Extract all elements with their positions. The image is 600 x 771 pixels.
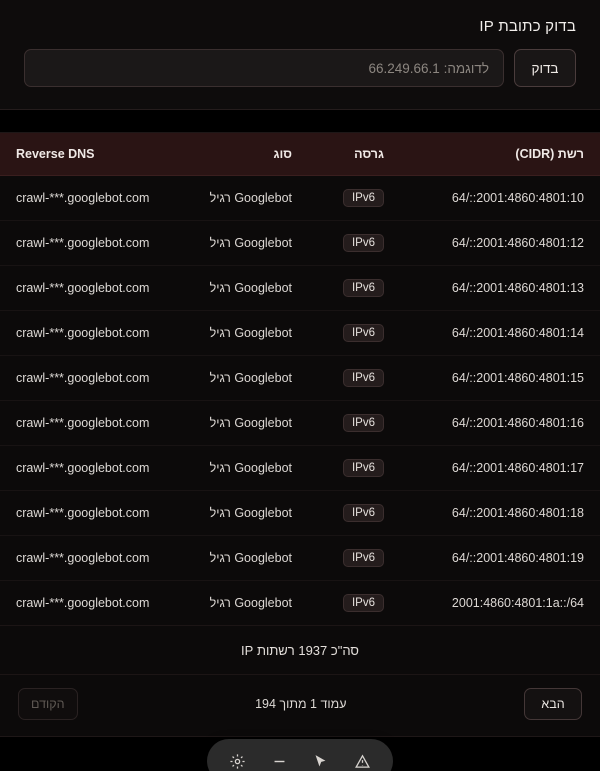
column-header-type[interactable]: סוג	[168, 133, 308, 176]
version-badge: IPv6	[343, 594, 384, 612]
ip-lookup-card	[0, 0, 600, 110]
table-row[interactable]	[0, 311, 600, 356]
cell-rdns: crawl-***.googlebot.com	[0, 266, 168, 311]
settings-icon[interactable]	[225, 748, 251, 771]
version-badge: IPv6	[343, 234, 384, 252]
cell-rdns: crawl-***.googlebot.com	[0, 311, 168, 356]
table-row[interactable]	[0, 221, 600, 266]
cell-version	[308, 446, 400, 491]
cell-type: Googlebot רגיל	[168, 311, 308, 356]
cell-type: Googlebot רגיל	[168, 491, 308, 536]
cell-network: 2001:4860:4801:15::/64	[400, 356, 600, 401]
cell-rdns: crawl-***.googlebot.com	[0, 401, 168, 446]
table-row[interactable]	[0, 356, 600, 401]
pagination-bar	[0, 674, 600, 736]
cell-network: 2001:4860:4801:10::/64	[400, 176, 600, 221]
version-badge: IPv6	[343, 369, 384, 387]
table-row[interactable]	[0, 446, 600, 491]
cell-rdns: crawl-***.googlebot.com	[0, 356, 168, 401]
version-badge: IPv6	[343, 459, 384, 477]
cell-type: Googlebot רגיל	[168, 446, 308, 491]
version-badge: IPv6	[343, 324, 384, 342]
prev-page-button[interactable]: הקודם	[18, 688, 78, 720]
cell-rdns: crawl-***.googlebot.com	[0, 491, 168, 536]
cell-network: 2001:4860:4801:19::/64	[400, 536, 600, 581]
table-row[interactable]	[0, 266, 600, 311]
cell-network: 2001:4860:4801:1a::/64	[451, 596, 584, 610]
next-page-button[interactable]: הבא	[524, 688, 582, 720]
table-row[interactable]	[0, 491, 600, 536]
cell-version	[308, 536, 400, 581]
table-body	[0, 176, 600, 626]
total-count-label: סה"כ 1937 רשתות IP	[0, 625, 600, 674]
minimize-icon[interactable]	[266, 748, 292, 771]
column-header-version[interactable]: גרסה	[308, 133, 400, 176]
cursor-icon[interactable]	[308, 748, 334, 771]
search-row	[24, 49, 576, 87]
cell-type: Googlebot רגיל	[209, 596, 292, 610]
cell-type: Googlebot רגיל	[168, 266, 308, 311]
cell-rdns: crawl-***.googlebot.com	[16, 596, 150, 610]
table-header-row	[0, 133, 600, 176]
page-indicator: עמוד 1 מתוך 194	[255, 697, 347, 711]
version-badge: IPv6	[343, 189, 384, 207]
floating-toolbar[interactable]	[207, 739, 393, 771]
cell-version	[308, 311, 400, 356]
section-gap	[0, 110, 600, 132]
cell-version	[308, 221, 400, 266]
cell-version	[308, 266, 400, 311]
cell-rdns: crawl-***.googlebot.com	[0, 176, 168, 221]
cell-type: Googlebot רגיל	[168, 536, 308, 581]
cell-network: 2001:4860:4801:12::/64	[400, 221, 600, 266]
version-badge: IPv6	[343, 279, 384, 297]
cell-type: Googlebot רגיל	[168, 401, 308, 446]
cell-type: Googlebot רגיל	[168, 176, 308, 221]
ip-ranges-card	[0, 132, 600, 737]
cell-network: 2001:4860:4801:18::/64	[400, 491, 600, 536]
ip-ranges-table	[0, 133, 600, 625]
check-ip-button[interactable]: בדוק	[514, 49, 576, 87]
table-row[interactable]	[0, 536, 600, 581]
cell-version	[308, 356, 400, 401]
cell-network: 2001:4860:4801:16::/64	[400, 401, 600, 446]
page-title: בדוק כתובת IP	[479, 18, 576, 35]
version-badge: IPv6	[343, 549, 384, 567]
version-badge: IPv6	[343, 504, 384, 522]
table-row[interactable]	[0, 176, 600, 221]
table-row[interactable]	[0, 581, 600, 626]
cell-version	[308, 581, 400, 626]
cell-rdns: crawl-***.googlebot.com	[0, 221, 168, 266]
cell-type: Googlebot רגיל	[168, 221, 308, 266]
cell-type: Googlebot רגיל	[168, 356, 308, 401]
column-header-network[interactable]: רשת (CIDR)	[400, 133, 600, 176]
alert-icon[interactable]	[349, 748, 375, 771]
table-row[interactable]	[0, 401, 600, 446]
column-header-rdns[interactable]: Reverse DNS	[0, 133, 168, 176]
cell-network: 2001:4860:4801:14::/64	[400, 311, 600, 356]
cell-version	[308, 491, 400, 536]
cell-version	[308, 401, 400, 446]
cell-network: 2001:4860:4801:17::/64	[400, 446, 600, 491]
table-head	[0, 133, 600, 176]
cell-network: 2001:4860:4801:13::/64	[400, 266, 600, 311]
cell-rdns: crawl-***.googlebot.com	[0, 536, 168, 581]
version-badge: IPv6	[343, 414, 384, 432]
cell-rdns: crawl-***.googlebot.com	[0, 446, 168, 491]
ip-search-input[interactable]	[24, 49, 504, 87]
cell-version	[308, 176, 400, 221]
